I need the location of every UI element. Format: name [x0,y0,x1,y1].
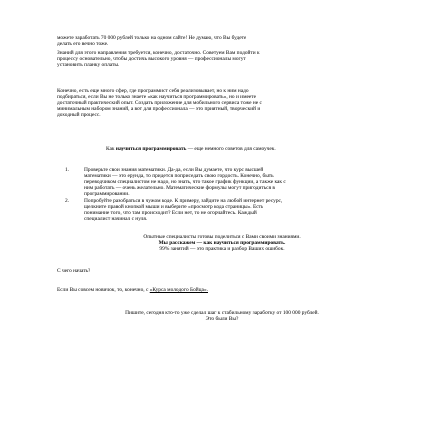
tip1-line-1: Проверьте свои знания математики. Да-да, если Вы думаете, что курс высшей [84,167,264,173]
closing-line-2: Мы расскажем — как научиться программировать. [158,240,286,246]
closing-line-3: 99% занятий — это практика и разбор Ваших ошибок. [159,246,285,252]
tip-number-1: 1. [65,167,70,173]
para1-line-1: Знаний для этого направления требуется, конечно, достаточно. Советуем Вам подойти к [57,50,260,56]
para1-line-2: процессу основательно, чтобы достичь высокого уровня — профессионалы могут [57,56,246,62]
intro-line-1: можете заработать 70 000 рублей только на одном сайте! Не думаю, что Вы будете [57,35,247,41]
para2-line-5: доходный процесс. [57,112,101,118]
tip2-line-1: Попробуйте разобраться в чужом коде. К примеру, зайдите на любой интернет ресурс, [84,198,283,204]
para2-line-4: минимальным набором знаний, а вот для профессионала — это приятный, творческий и [57,106,261,112]
tip-number-2: 2. [65,198,70,204]
para2-line-3: достаточный практический опыт. Создать приложение для мобильного сервиса тоже не с [57,100,262,106]
para2-line-1: Конечно, есть еще много сфер, где программист себя реализовывает, но к ним надо [57,88,249,94]
offer-line [57,287,208,293]
tip2-line-4: специалист начинал с нуля. [84,216,148,222]
para1-line-3: установить планку оплаты. [57,62,120,68]
para2-line-2: подбираться, если Вы не только знаете «как научиться программировать», но и имеете [57,94,257,100]
tips-heading-bold: научиться программировать [115,146,187,152]
final-line-1: Пишите, сегодня кто-то уже сделал шаг к стабильному заработку от 100 000 рублей. [125,310,319,316]
final-line-2: Это были Вы? [205,316,239,322]
tips-heading-prefix: Как [106,146,116,152]
intro-line-2: делать его вечно тоже. [57,41,109,47]
offer-text: Если Вы совсем новичок, то, конечно, с [57,287,150,293]
tips-heading [106,146,276,152]
tip1-line-4: ним работать — очень желательно. Математические формулы могут пригодиться в [84,185,275,191]
course-link[interactable]: «Курса молодого Бойца». [149,287,208,293]
tip1-line-5: программировании. [84,191,130,197]
tips-heading-suffix: — еще немного советов для самоучек. [186,146,276,152]
tip2-line-2: щелкните правой кнопкой мыши и выберите «просмотр кода страницы». Есть [84,204,264,210]
tip1-line-3: переводчиком специалистом не надо, но знать, что такое график функции, а также как с [84,179,286,185]
question-line: С чего начать? [57,268,91,274]
tip2-line-3: понимание того, что там происходит? Если нет, то не огорчайтесь. Каждый [84,210,257,216]
closing-line-1: Опытные специалисты готовы поделиться с Вами своими знаниями. [143,234,301,240]
tip1-line-2: математики — это ерунда, то придется поприседать свою гордость. Конечно, быть [84,173,274,179]
